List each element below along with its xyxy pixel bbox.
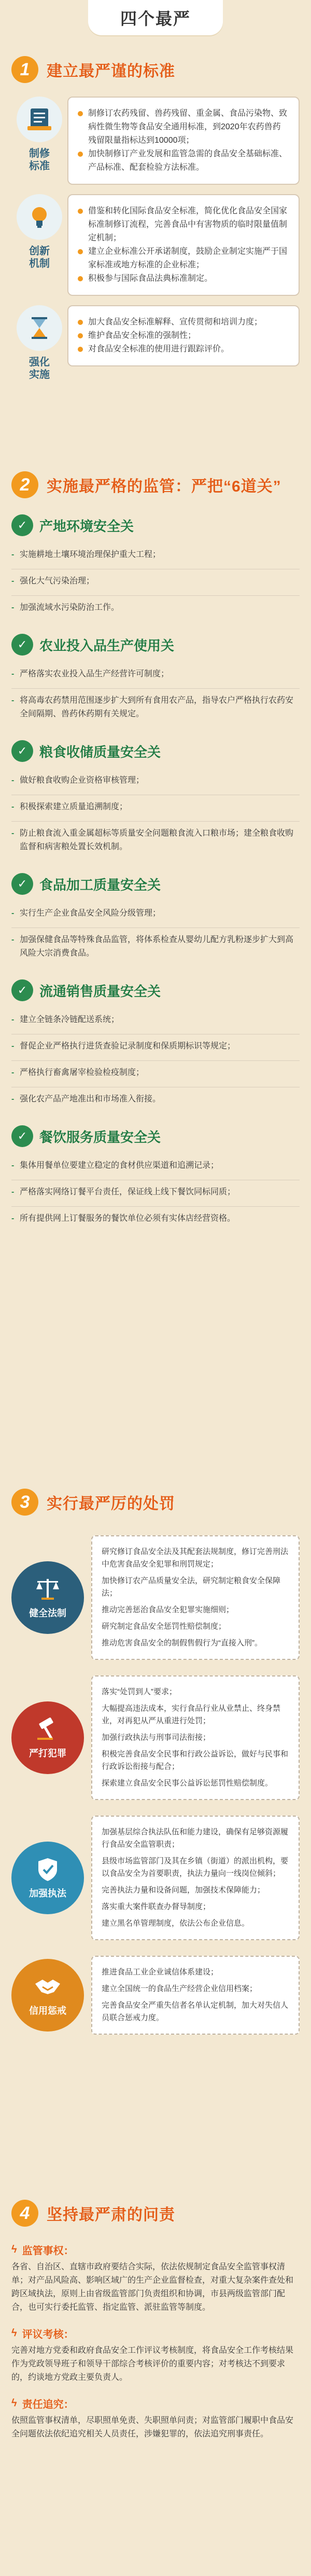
- shield-icon: [32, 1856, 63, 1882]
- s1-card1-bullet: 建立企业标准公开承诺制度，鼓励企业制定实施严于国家标准或地方标准的企业标准；: [88, 247, 288, 269]
- s2-item: 督促企业严格执行进货查验记录制度和保质期标识等规定；: [20, 1042, 236, 1051]
- s2-item: 做好粮食收购企业资格审核管理；: [20, 776, 145, 785]
- s4-item-text: 完善对地方党委和政府食品安全工作评议考核制度，将食品安全工作考核结果作为党政领导班子和领导干部综合考核评价的重要内容；对考核达不到要求的，约谈地方党政主要负责人。: [11, 2346, 294, 2382]
- s2-block-title: 产地环境安全关: [39, 518, 134, 534]
- lightning-icon: ϟ: [11, 2397, 17, 2409]
- s3-card-legal: [11, 1535, 300, 1660]
- section-2-title-highlight: “6道关”: [223, 478, 281, 495]
- s1-box-1: [67, 194, 300, 296]
- s3-line: 推动危害食品安全的制假售假行为“直接入刑”。: [102, 1639, 262, 1647]
- s3-line: 落实“处罚到人”要求；: [102, 1687, 177, 1696]
- s3-box-credit: [91, 1956, 300, 2035]
- section-3-number: 3: [11, 1489, 38, 1516]
- s2-item: 严格落实农业投入品生产经营许可制度；: [20, 670, 169, 678]
- hourglass-icon: [17, 305, 62, 351]
- s2-item: 将高毒农药禁用范围逐步扩大到所有食用农产品，指导农户严格执行农药安全间隔期、兽药休药期有关规定。: [20, 696, 294, 718]
- s4-item-head: 评议考核：: [22, 2329, 74, 2340]
- s1-card0-bullet: 制修订农药残留、兽药残留、重金属、食品污染物、致病性微生物等食品安全通用标准，到2020年农药兽药残留限量指标达到10000项；: [88, 109, 288, 145]
- s3-card-enforce: [11, 1816, 300, 1940]
- document-icon: [17, 97, 62, 142]
- s3-badge-label: 健全法制: [29, 1608, 66, 1618]
- lightbulb-icon: [17, 194, 62, 240]
- scales-icon: [32, 1576, 63, 1602]
- section-1-title: 建立最严谨的标准: [47, 63, 175, 80]
- s1-card-implement: [11, 305, 300, 381]
- s2-item: 加强流域水污染防治工作。: [20, 603, 120, 612]
- s4-item: [11, 2326, 300, 2384]
- s1-label-0: 制修 标准: [29, 148, 50, 172]
- s2-item: 积极探索建立质量追溯制度；: [20, 802, 128, 811]
- section-4-title: 坚持最严肃的问责: [47, 2206, 175, 2224]
- s2-block-title: 餐饮服务质量安全关: [39, 1129, 161, 1145]
- section-4-number: 4: [11, 2200, 38, 2227]
- section-3: [11, 1484, 300, 2035]
- s2-block-grain: ✓ 粮食收储质量安全关 - 做好粮食收购企业资格审核管理； - 积极探索建立质量追溯制度； - 防止粮食流入重金属超标等质量安全问题粮食流入口粮市场；建全粮食收购监督和病害粮处置长效机制。: [11, 738, 300, 861]
- s1-box-0: [67, 97, 300, 185]
- section-2-title-pre: 实施最严格的监管：严把: [47, 478, 223, 495]
- s3-line: 加快修订农产品质量安全法，研究制定粮食安全保障法；: [102, 1576, 281, 1598]
- s1-card1-bullet: 借鉴和转化国际食品安全标准，简化优化食品安全国家标准制修订流程，完善食品中有害物质的临时限量值制定机制；: [88, 207, 288, 242]
- section-2-header: [11, 467, 300, 502]
- s3-line: 积极完善食品安全民事和行政公益诉讼，做好与民事和行政诉讼衔接与配合；: [102, 1750, 289, 1771]
- section-3-title: 实行最严厉的处罚: [47, 1495, 175, 1512]
- s3-badge-crime: [11, 1701, 84, 1774]
- check-icon: ✓: [11, 514, 33, 536]
- s2-item: 所有提供网上订餐服务的餐饮单位必须有实体店经营资格。: [20, 1214, 236, 1223]
- s2-item: 实施耕地土壤环境治理保护重大工程；: [20, 550, 161, 559]
- section-4: [11, 2196, 300, 2441]
- s3-line: 加强行政执法与刑事司法衔接；: [102, 1733, 211, 1742]
- s1-label-1: 创新 机制: [29, 246, 50, 269]
- check-icon: ✓: [11, 979, 33, 1001]
- s4-item-text: 各省、自治区、直辖市政府要结合实际，依法依规制定食品安全监管事权清单；对产品风险高、影响区域广的生产企业监督检查，对重大复杂案件查处和跨区域执法，原则上由省级监管部门负责组织和协调，市县两级监管部门配合，也可实行委托监管、指定监管、派驻监管等制度。: [11, 2262, 294, 2312]
- s3-line: 建立黑名单管理制度，依法公布企业信息。: [102, 1919, 250, 1928]
- s4-item-head: 责任追究：: [22, 2399, 74, 2410]
- s2-block-catering: ✓ 餐饮服务质量安全关 - 集体用餐单位要建立稳定的食材供应渠道和追溯记录； - 严格落实网络订餐平台责任，保证线上线下餐饮同标同质； - 所有提供网上订餐服务的餐饮单位必须有实体店经营资格。: [11, 1123, 300, 1233]
- s1-card1-bullet: 积极参与国际食品法典标准制定。: [88, 274, 213, 283]
- s3-line: 加强基层综合执法队伍和能力建设，确保有足够资源履行食品安全监管职责；: [102, 1828, 289, 1849]
- s3-line: 研究修订食品安全法及其配套法规制度，修订完善刑法中危害食品安全犯罪和刑罚规定；: [102, 1547, 289, 1569]
- s2-block-title: 食品加工质量安全关: [39, 877, 161, 893]
- s3-line: 研究制定食品安全惩罚性赔偿制度；: [102, 1622, 227, 1631]
- s3-badge-legal: [11, 1561, 84, 1634]
- section-1: [11, 52, 300, 381]
- s1-label-2: 强化 实施: [29, 357, 50, 380]
- section-1-header: [11, 52, 300, 87]
- s3-badge-label: 信用惩戒: [29, 2006, 66, 2016]
- s3-badge-enforce: [11, 1842, 84, 1914]
- check-icon: ✓: [11, 634, 33, 656]
- s2-item: 防止粮食流入重金属超标等质量安全问题粮食流入口粮市场；建全粮食收购监督和病害粮处置长效机制。: [20, 829, 294, 851]
- s3-line: 完善食品安全严重失信者名单认定机制，加大对失信人员联合惩戒力度。: [102, 2001, 289, 2022]
- s1-card2-bullet: 维护食品安全标准的强制性；: [88, 331, 196, 340]
- s3-box-legal: [91, 1535, 300, 1660]
- section-4-header: [11, 2196, 300, 2231]
- handshake-icon: [32, 1973, 63, 1999]
- section-2-number: 2: [11, 471, 38, 498]
- section-1-number: 1: [11, 56, 38, 83]
- s1-card-innovation: [11, 194, 300, 296]
- s2-item: 强化农产品产地准出和市场准入衔接。: [20, 1095, 161, 1103]
- section-3-header: [11, 1484, 300, 1520]
- s3-line: 建立全国统一的食品生产经营企业信用档案；: [102, 1984, 258, 1993]
- s3-badge-label: 加强执法: [29, 1888, 66, 1899]
- s3-line: 推动完善惩治食品安全犯罪实施细则；: [102, 1605, 234, 1614]
- lightning-icon: ϟ: [11, 2244, 17, 2255]
- s2-block-inputs: ✓ 农业投入品生产使用关 - 严格落实农业投入品生产经营许可制度； - 将高毒农药禁用范围逐步扩大到所有食用农产品，指导农户严格执行农药安全间隔期、兽药休药期有关规定。: [11, 631, 300, 728]
- s2-item: 加强保健食品等特殊食品监管，将体系检查从婴幼儿配方乳粉逐步扩大到高风险大宗消费食品。: [20, 935, 294, 958]
- s2-block-title: 流通销售质量安全关: [39, 983, 161, 999]
- s2-item: 强化大气污染治理；: [20, 577, 95, 585]
- s3-line: 落实重大案件联查办督导制度；: [102, 1902, 211, 1911]
- s3-badge-label: 严打犯罪: [29, 1748, 66, 1759]
- check-icon: ✓: [11, 1125, 33, 1147]
- s3-card-crime: [11, 1675, 300, 1800]
- s3-card-credit: [11, 1956, 300, 2035]
- s3-line: 探索建立食品安全民事公益诉讼惩罚性赔偿制度。: [102, 1779, 273, 1788]
- s1-card0-bullet: 加快制修订产业发展和监管急需的食品安全基础标准、产品标准、配套检验方法标准。: [88, 149, 288, 172]
- page-title: 四个最严: [88, 0, 223, 35]
- s2-item: 严格执行畜禽屠宰检验检疫制度；: [20, 1068, 145, 1077]
- s3-line: 大幅提高违法成本，实行食品行业从业禁止、终身禁业，对再犯从严从重进行处罚；: [102, 1704, 281, 1725]
- s2-item: 实行生产企业食品安全风险分级管理；: [20, 909, 161, 918]
- s1-card2-bullet: 加大食品安全标准解释、宣传贯彻和培训力度；: [88, 318, 263, 326]
- s3-line: 推进食品工业企业诚信体系建设；: [102, 1968, 219, 1977]
- s2-block-processing: ✓ 食品加工质量安全关 - 实行生产企业食品安全风险分级管理； - 加强保健食品等特殊食品监管，将体系检查从婴幼儿配方乳粉逐步扩大到高风险大宗消费食品。: [11, 870, 300, 967]
- s3-line: 完善执法力量和设备问题，加强技术保障能力；: [102, 1886, 265, 1894]
- s1-card-standards: [11, 97, 300, 185]
- s4-item-text: 依照监管事权清单，尽职照单免责、失职照单问责；对监管部门履职中食品安全问题依法依纪追究相关人员责任，涉嫌犯罪的，依法追究刑事责任。: [11, 2416, 294, 2438]
- section-2-title: [47, 473, 281, 496]
- s2-item: 建立全链条冷链配送系统；: [20, 1015, 120, 1024]
- s3-badge-credit: [11, 1959, 84, 2032]
- s4-item: [11, 2242, 300, 2314]
- s1-card2-bullet: 对食品安全标准的使用进行跟踪评价。: [88, 345, 230, 353]
- s3-box-enforce: [91, 1816, 300, 1940]
- s3-line: 县级市场监管部门及其在乡镇（街道）的派出机构，要以食品安全为首要职责，执法力量向一线岗位倾斜；: [102, 1857, 289, 1878]
- hammer-icon: [32, 1716, 63, 1742]
- s1-box-2: [67, 305, 300, 366]
- s4-item-head: 监管事权：: [22, 2245, 74, 2257]
- section-2: [11, 467, 300, 1233]
- lightning-icon: ϟ: [11, 2327, 17, 2339]
- check-icon: ✓: [11, 740, 33, 762]
- s4-item: [11, 2396, 300, 2441]
- s2-item: 集体用餐单位要建立稳定的食材供应渠道和追溯记录；: [20, 1161, 219, 1170]
- s2-block-title: 粮食收储质量安全关: [39, 744, 161, 760]
- s3-box-crime: [91, 1675, 300, 1800]
- check-icon: ✓: [11, 873, 33, 895]
- s2-item: 严格落实网络订餐平台责任，保证线上线下餐饮同标同质；: [20, 1188, 236, 1196]
- s2-block-distribution: ✓ 流通销售质量安全关 - 建立全链条冷链配送系统； - 督促企业严格执行进货查验记录制度和保质期标识等规定； - 严格执行畜禽屠宰检验检疫制度； - 强化农产品产地准出和市场准入衔接。: [11, 977, 300, 1113]
- s2-block-env: ✓ 产地环境安全关 - 实施耕地土壤环境治理保护重大工程； - 强化大气污染治理； - 加强流域水污染防治工作。: [11, 512, 300, 622]
- s2-block-title: 农业投入品生产使用关: [39, 637, 175, 653]
